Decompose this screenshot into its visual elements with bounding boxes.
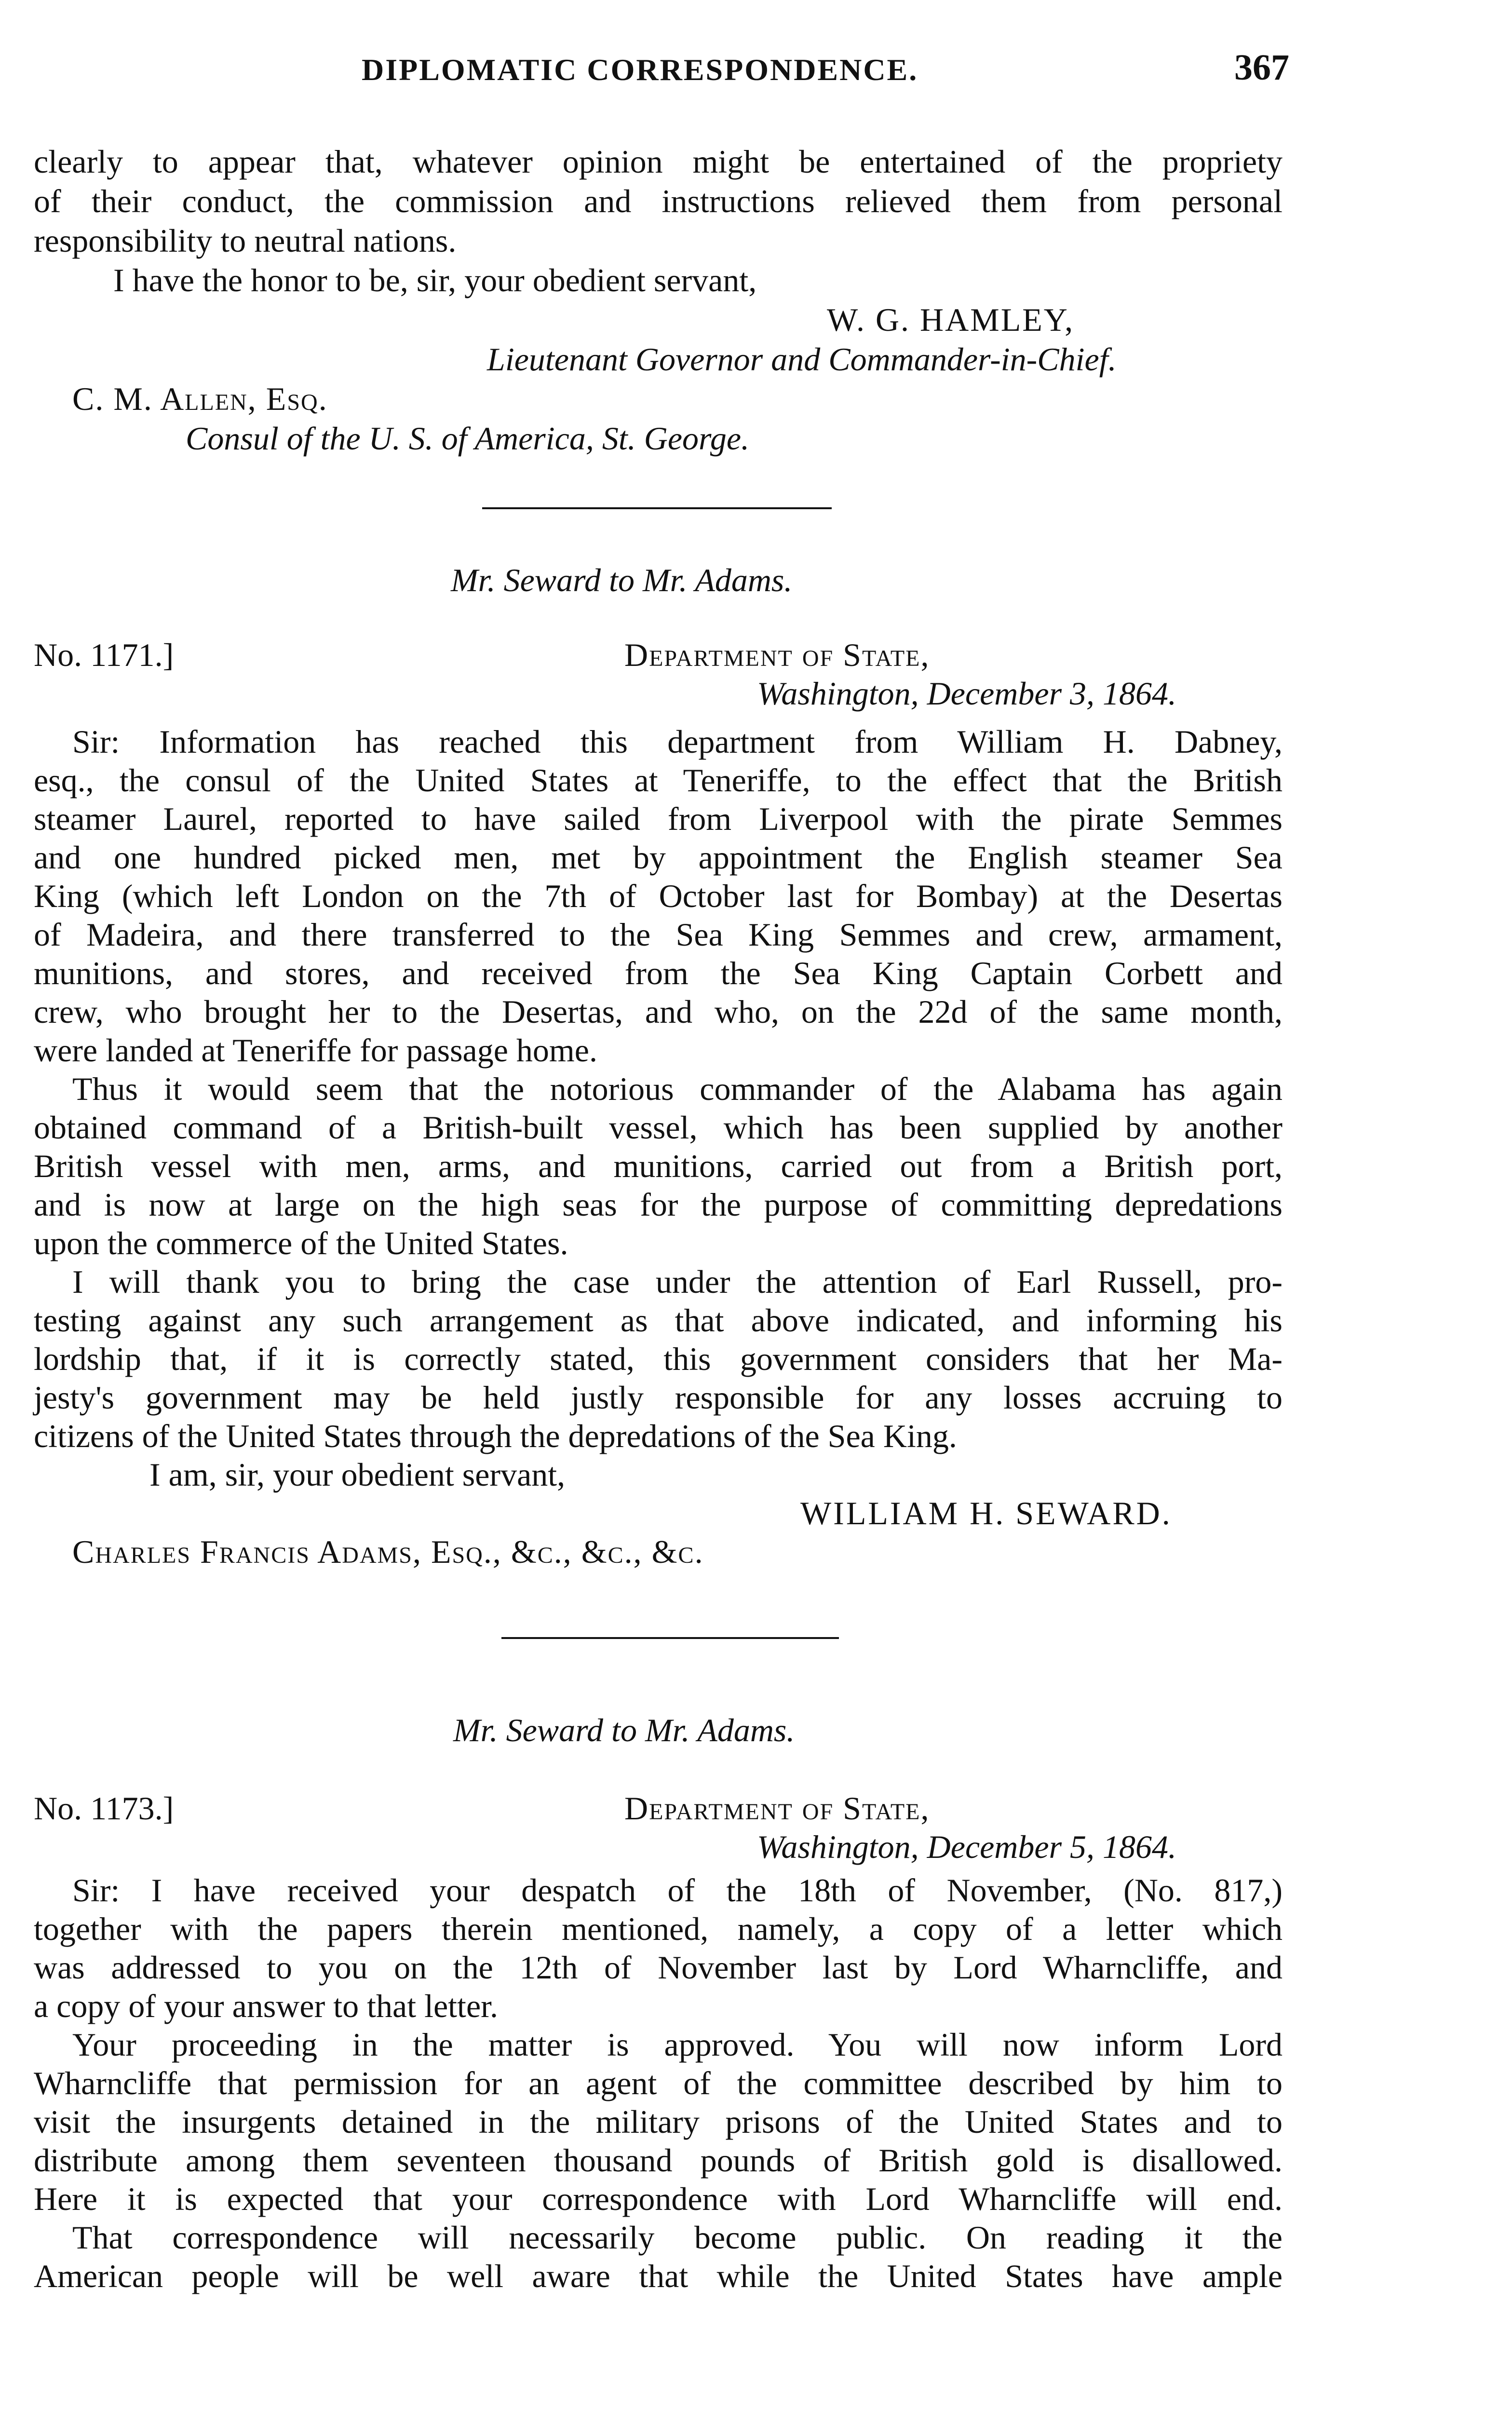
body-line: was addressed to you on the 12th of November last by Lord Wharncliffe, and (34, 1949, 1282, 1986)
body-line: clearly to appear that, whatever opinion might be entertained of the propriety (34, 143, 1282, 180)
date-line (757, 674, 1176, 713)
body-line: jesty's government may be held justly responsible for any losses accruing to (34, 1379, 1282, 1416)
body-line: steamer Laurel, reported to have sailed from Liverpool with the pirate Semmes (34, 800, 1282, 837)
letter-heading: Mr. Seward to Mr. Adams. (453, 1712, 795, 1748)
closing-line: I am, sir, your obedient servant, (149, 1456, 566, 1493)
body-line: esq., the consul of the United States at Teneriffe, to the effect that the British (34, 762, 1282, 799)
body-line: Sir: Information has reached this department from William H. Dabney, (72, 723, 1282, 760)
recipient-name: Charles Francis Adams, Esq., &c., &c., &c. (72, 1533, 704, 1570)
date-place: Washington, (757, 675, 919, 712)
body-line: Sir: I have received your despatch of the 18th of November, (No. 817,) (72, 1872, 1282, 1909)
date-line (757, 1828, 1176, 1866)
letter-number: No. 1171.] (34, 637, 174, 673)
department-line: Department of State, (624, 637, 930, 673)
body-line: Wharncliffe that permission for an agent of the committee described by him to (34, 2065, 1282, 2101)
body-line: Thus it would seem that the notorious commander of the Alabama has again (72, 1070, 1282, 1107)
signature: W. G. HAMLEY, (827, 301, 1075, 338)
department-line: Department of State, (624, 1790, 930, 1827)
body-line: King (which left London on the 7th of October last for Bombay) at the Desertas (34, 878, 1282, 914)
body-line: That correspondence will necessarily become public. On reading it the (72, 2219, 1282, 2256)
body-line: Here it is expected that your correspondence with Lord Wharncliffe will end. (34, 2181, 1282, 2217)
letter-number: No. 1173.] (34, 1790, 174, 1827)
body-line: and one hundred picked men, met by appointment the English steamer Sea (34, 839, 1282, 876)
signature: WILLIAM H. SEWARD. (800, 1495, 1172, 1531)
body-line: of their conduct, the commission and instructions relieved them from personal (34, 183, 1282, 219)
body-line: together with the papers therein mentioned, namely, a copy of a letter which (34, 1910, 1282, 1947)
letter-heading: Mr. Seward to Mr. Adams. (451, 562, 793, 598)
section-divider (501, 1637, 839, 1639)
body-line: a copy of your answer to that letter. (34, 1988, 499, 2024)
body-line: distribute among them seventeen thousand pounds of British gold is disallowed. (34, 2142, 1282, 2179)
recipient-title: Consul of the U. S. of America, St. George. (186, 420, 750, 457)
body-line: Your proceeding in the matter is approved. You will now inform Lord (72, 2026, 1282, 2063)
date-place: Washington, (757, 1829, 919, 1865)
section-divider (482, 507, 832, 509)
signature-title: Lieutenant Governor and Commander-in-Chief. (487, 341, 1117, 378)
recipient-name: C. M. Allen, Esq. (72, 380, 328, 417)
date-value: December 5, 1864. (927, 1829, 1177, 1865)
body-line: citizens of the United States through the depredations of the Sea King. (34, 1418, 957, 1454)
body-line: upon the commerce of the United States. (34, 1225, 568, 1261)
body-line: testing against any such arrangement as that above indicated, and informing his (34, 1302, 1282, 1339)
body-line: were landed at Teneriffe for passage home. (34, 1032, 597, 1069)
date-value: December 3, 1864. (927, 675, 1177, 712)
body-line: munitions, and stores, and received from the Sea King Captain Corbett and (34, 955, 1282, 991)
body-line: British vessel with men, arms, and munitions, carried out from a British port, (34, 1148, 1282, 1184)
body-line: visit the insurgents detained in the military prisons of the United States and to (34, 2103, 1282, 2140)
page-number: 367 (1234, 47, 1289, 88)
body-line: crew, who brought her to the Desertas, and who, on the 22d of the same month, (34, 993, 1282, 1030)
body-line: and is now at large on the high seas for the purpose of committing depredations (34, 1186, 1282, 1223)
closing-line: I have the honor to be, sir, your obedient servant, (113, 262, 757, 298)
body-line: American people will be well aware that while the United States have ample (34, 2258, 1282, 2294)
body-line: obtained command of a British-built vessel, which has been supplied by another (34, 1109, 1282, 1146)
body-line: responsibility to neutral nations. (34, 222, 457, 259)
body-line: lordship that, if it is correctly stated, this government considers that her Ma- (34, 1341, 1282, 1377)
running-title: DIPLOMATIC CORRESPONDENCE. (362, 53, 918, 87)
body-line: I will thank you to bring the case under the attention of Earl Russell, pro- (72, 1263, 1282, 1300)
body-line: of Madeira, and there transferred to the Sea King Semmes and crew, armament, (34, 916, 1282, 953)
